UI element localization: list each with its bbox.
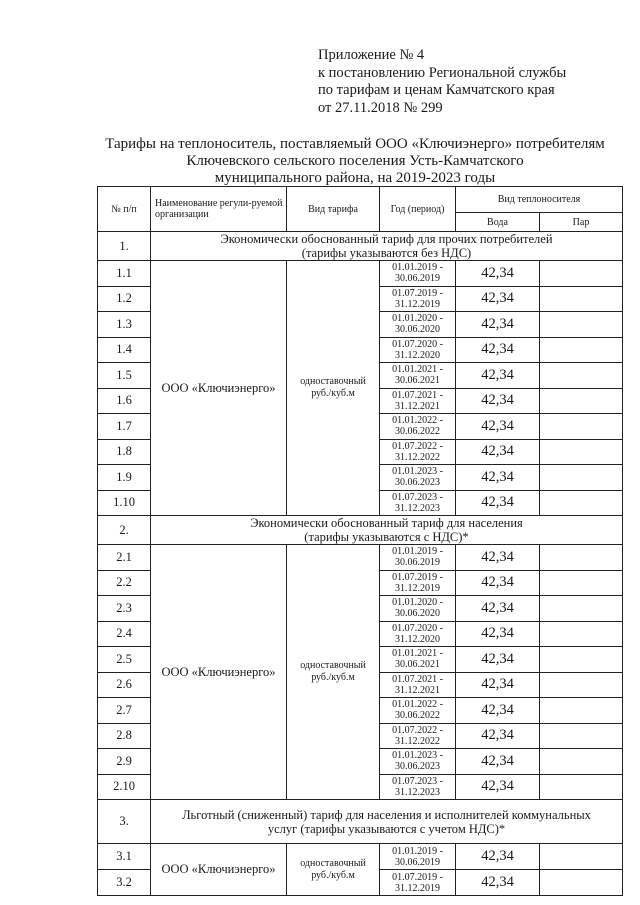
period-end: 30.06.2020: [395, 324, 440, 336]
water-tariff: 42,34: [456, 261, 540, 287]
period-cell: [380, 621, 456, 647]
tariff-table: [97, 186, 623, 896]
period-end: 31.12.2020: [395, 349, 440, 361]
section-num: 1.: [98, 232, 151, 261]
period-cell: [380, 439, 456, 465]
period-end: 31.12.2019: [395, 582, 440, 594]
period-start: 01.07.2021 -: [392, 673, 443, 685]
row-num: 2.5: [98, 647, 151, 673]
period-cell: [380, 286, 456, 312]
water-tariff: 42,34: [456, 672, 540, 698]
water-tariff: 42,34: [456, 749, 540, 775]
period-start: 01.01.2019 -: [392, 546, 443, 558]
organization-name: ООО «Ключиэнерго»: [151, 261, 287, 516]
tariff-type: [287, 545, 380, 800]
period-end: 30.06.2022: [395, 426, 440, 438]
water-tariff: 42,34: [456, 570, 540, 596]
appendix-label: Приложение № 4: [318, 47, 425, 63]
period-start: 01.01.2021 -: [392, 364, 443, 376]
period-end: 30.06.2020: [395, 608, 440, 620]
header-organization: Наименование регули-руемой организации: [151, 187, 287, 232]
row-num: 1.8: [98, 439, 151, 465]
header-water: Вода: [456, 213, 540, 232]
water-tariff: 42,34: [456, 439, 540, 465]
section-title-line-2: услуг (тарифы указываются с учетом НДС)*: [267, 821, 506, 836]
water-tariff: 42,34: [456, 465, 540, 491]
tariff-type: [287, 261, 380, 516]
section-num: 2.: [98, 516, 151, 545]
steam-tariff: [540, 286, 623, 312]
row-num: 1.3: [98, 312, 151, 338]
tariff-type-line-1: одноставочный: [300, 376, 366, 387]
period-start: 01.07.2021 -: [392, 389, 443, 401]
tariff-type-line-1: одноставочный: [300, 857, 366, 869]
steam-tariff: [540, 490, 623, 516]
header-num: № п/п: [98, 187, 151, 232]
period-cell: [380, 312, 456, 338]
period-start: 01.07.2020 -: [392, 338, 443, 350]
organization-name: ООО «Ключиэнерго»: [151, 545, 287, 800]
header-steam: Пар: [540, 213, 623, 232]
steam-tariff: [540, 870, 623, 896]
row-num: 1.4: [98, 337, 151, 363]
steam-tariff: [540, 647, 623, 673]
period-start: 01.07.2023 -: [392, 775, 443, 787]
period-cell: [380, 465, 456, 491]
water-tariff: 42,34: [456, 723, 540, 749]
steam-tariff: [540, 388, 623, 414]
period-cell: [380, 388, 456, 414]
steam-tariff: [540, 261, 623, 287]
row-num: 2.9: [98, 749, 151, 775]
period-cell: [380, 570, 456, 596]
tariff-type: [287, 844, 380, 896]
period-end: 31.12.2023: [395, 502, 440, 514]
section-title-line-2: (тарифы указываются без НДС): [301, 246, 472, 260]
section-row: [98, 232, 623, 261]
section-title: [151, 516, 623, 545]
period-cell: [380, 545, 456, 571]
water-tariff: 42,34: [456, 490, 540, 516]
period-start: 01.07.2019 -: [392, 287, 443, 299]
resolution-reference: к постановлению Региональной службы: [318, 64, 567, 81]
title-line-3: муниципального района, на 2019-2023 годы: [214, 170, 496, 186]
water-tariff: 42,34: [456, 286, 540, 312]
tariff-unit: руб./куб.м: [311, 388, 355, 399]
period-start: 01.01.2021 -: [392, 648, 443, 660]
period-cell: [380, 490, 456, 516]
period-end: 31.12.2019: [395, 882, 440, 894]
period-cell: [380, 870, 456, 896]
tariff-unit: руб./куб.м: [311, 672, 355, 683]
period-end: 30.06.2019: [395, 557, 440, 569]
steam-tariff: [540, 570, 623, 596]
row-num: 2.4: [98, 621, 151, 647]
period-end: 30.06.2019: [395, 273, 440, 285]
period-cell: [380, 414, 456, 440]
tariff-type-line-1: одноставочный: [300, 660, 366, 671]
steam-tariff: [540, 363, 623, 389]
water-tariff: 42,34: [456, 870, 540, 896]
steam-tariff: [540, 723, 623, 749]
steam-tariff: [540, 621, 623, 647]
period-end: 30.06.2021: [395, 375, 440, 387]
period-start: 01.01.2022 -: [392, 415, 443, 427]
section-title-line-1: Экономически обоснованный тариф для прочих потребителей: [220, 232, 553, 246]
period-end: 31.12.2022: [395, 451, 440, 463]
section-title: [151, 232, 623, 261]
period-start: 01.01.2019 -: [392, 262, 443, 274]
water-tariff: 42,34: [456, 312, 540, 338]
water-tariff: 42,34: [456, 647, 540, 673]
table-row: [98, 844, 623, 870]
period-cell: [380, 723, 456, 749]
water-tariff: 42,34: [456, 388, 540, 414]
row-num: 3.2: [98, 870, 151, 896]
steam-tariff: [540, 465, 623, 491]
period-cell: [380, 647, 456, 673]
row-num: 1.6: [98, 388, 151, 414]
period-cell: [380, 337, 456, 363]
row-num: 2.1: [98, 545, 151, 571]
period-start: 01.07.2020 -: [392, 622, 443, 634]
document-title: [90, 136, 620, 187]
period-start: 01.01.2023 -: [392, 466, 443, 478]
period-end: 30.06.2019: [395, 856, 440, 868]
period-end: 30.06.2023: [395, 477, 440, 489]
period-cell: [380, 261, 456, 287]
period-cell: [380, 774, 456, 800]
water-tariff: 42,34: [456, 414, 540, 440]
period-cell: [380, 672, 456, 698]
section-title: [151, 800, 623, 844]
document-header: [318, 47, 566, 117]
issuing-authority: по тарифам и ценам Камчатского края: [318, 82, 555, 98]
title-line-2: Ключевского сельского поселения Усть-Камчатского: [186, 153, 524, 169]
period-start: 01.01.2020 -: [392, 597, 443, 609]
period-start: 01.01.2022 -: [392, 699, 443, 711]
row-num: 2.3: [98, 596, 151, 622]
period-start: 01.07.2023 -: [392, 491, 443, 503]
table-row: [98, 545, 623, 571]
period-end: 30.06.2023: [395, 761, 440, 773]
steam-tariff: [540, 596, 623, 622]
row-num: 1.5: [98, 363, 151, 389]
header-tariff-type: Вид тарифа: [287, 187, 380, 232]
water-tariff: 42,34: [456, 363, 540, 389]
steam-tariff: [540, 774, 623, 800]
water-tariff: 42,34: [456, 774, 540, 800]
section-title-line-1: Льготный (сниженный) тариф для населения и исполнителей коммунальных: [182, 807, 591, 822]
row-num: 2.6: [98, 672, 151, 698]
steam-tariff: [540, 337, 623, 363]
steam-tariff: [540, 439, 623, 465]
section-title-line-1: Экономически обоснованный тариф для населения: [250, 516, 523, 530]
period-start: 01.07.2022 -: [392, 440, 443, 452]
table-row: [98, 261, 623, 287]
period-end: 31.12.2021: [395, 400, 440, 412]
section-row: [98, 516, 623, 545]
title-line-1: Тарифы на теплоноситель, поставляемый ООО «Ключиэнерго» потребителям: [105, 136, 605, 152]
water-tariff: 42,34: [456, 844, 540, 870]
period-end: 31.12.2019: [395, 298, 440, 310]
row-num: 2.2: [98, 570, 151, 596]
period-start: 01.01.2023 -: [392, 750, 443, 762]
period-start: 01.07.2019 -: [392, 871, 443, 883]
period-end: 31.12.2023: [395, 786, 440, 798]
row-num: 2.8: [98, 723, 151, 749]
row-num: 1.7: [98, 414, 151, 440]
water-tariff: 42,34: [456, 596, 540, 622]
period-start: 01.01.2019 -: [392, 845, 443, 857]
period-cell: [380, 844, 456, 870]
row-num: 2.7: [98, 698, 151, 724]
section-row: [98, 800, 623, 844]
row-num: 1.2: [98, 286, 151, 312]
period-end: 31.12.2020: [395, 633, 440, 645]
period-cell: [380, 749, 456, 775]
period-cell: [380, 363, 456, 389]
steam-tariff: [540, 844, 623, 870]
row-num: 1.10: [98, 490, 151, 516]
header-heat-carrier: Вид теплоносителя: [456, 187, 623, 213]
tariff-unit: руб./куб.м: [311, 869, 355, 881]
organization-name: ООО «Ключиэнерго»: [151, 844, 287, 896]
period-cell: [380, 596, 456, 622]
water-tariff: 42,34: [456, 621, 540, 647]
steam-tariff: [540, 672, 623, 698]
water-tariff: 42,34: [456, 337, 540, 363]
steam-tariff: [540, 312, 623, 338]
period-end: 31.12.2022: [395, 735, 440, 747]
steam-tariff: [540, 545, 623, 571]
row-num: 2.10: [98, 774, 151, 800]
steam-tariff: [540, 414, 623, 440]
row-num: 3.1: [98, 844, 151, 870]
resolution-date: от 27.11.2018 № 299: [318, 99, 443, 116]
row-num: 1.9: [98, 465, 151, 491]
steam-tariff: [540, 698, 623, 724]
header-period: Год (период): [380, 187, 456, 232]
period-end: 30.06.2021: [395, 659, 440, 671]
period-start: 01.07.2022 -: [392, 724, 443, 736]
row-num: 1.1: [98, 261, 151, 287]
period-end: 30.06.2022: [395, 710, 440, 722]
water-tariff: 42,34: [456, 698, 540, 724]
period-end: 31.12.2021: [395, 684, 440, 696]
steam-tariff: [540, 749, 623, 775]
period-cell: [380, 698, 456, 724]
section-title-line-2: (тарифы указываются с НДС)*: [304, 530, 469, 544]
water-tariff: 42,34: [456, 545, 540, 571]
period-start: 01.01.2020 -: [392, 313, 443, 325]
period-start: 01.07.2019 -: [392, 571, 443, 583]
section-num: 3.: [98, 800, 151, 844]
